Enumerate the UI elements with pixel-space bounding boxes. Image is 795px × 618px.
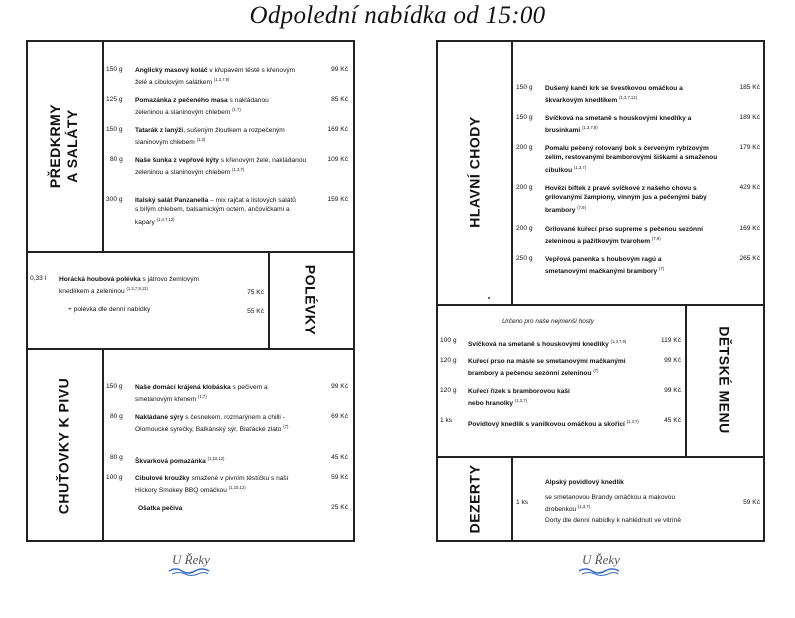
item-price: 189 Kč xyxy=(739,114,760,121)
item-price: 169 Kč xyxy=(739,225,760,232)
item-description: Pomalu pečený rolovaný bok s červeným rybízovým zelím, restovanými bramborovými šiškami a smaženou cibulkou $^{(1,3,7)}$ xyxy=(545,145,718,174)
item-weight: 150 g xyxy=(106,66,123,73)
item-price: 429 Kč xyxy=(739,184,760,191)
item-price: 179 Kč xyxy=(739,144,760,151)
item-description: Cibulové kroužky smažené v pivním těstíčku s naší Hickory Smokey BBQ omáčkou $^{(1,10,12)}$ xyxy=(135,475,289,495)
item-weight: 150 g xyxy=(516,114,533,121)
item-description: Grilované kuřecí prso supreme s pečenou sezónní zeleninou a pažitkovým tvarohem $^{(7,9)}$ xyxy=(545,226,703,246)
soup-extra: + polévka dle denní nabídky xyxy=(68,306,151,313)
item-price: 99 Kč xyxy=(331,383,348,390)
item-price: 185 Kč xyxy=(739,84,760,91)
item-weight: 80 g xyxy=(110,454,123,461)
item-description: Naše šunka z vepřové kýty s křenovým želé, nakládanou zeleninou a slaninovým chlebem $^{(1,3,7)}$ xyxy=(135,157,307,177)
restaurant-logo: U Řeky xyxy=(172,552,210,567)
item-weight: 80 g xyxy=(110,156,123,163)
item-weight: 200 g xyxy=(516,144,533,151)
polevky-top-divider xyxy=(26,251,355,253)
polevky-label: POLÉVKY xyxy=(302,264,319,336)
item-description: Kuřecí prso na másle se smetanovými mačkanými brambory a pečenou sezónní zeleninou $^{(7)}$ xyxy=(468,358,626,378)
item-weight: 150 g xyxy=(106,383,123,390)
chutovky-top-divider xyxy=(26,348,355,350)
item-price: 45 Kč xyxy=(664,417,681,424)
item-price: 109 Kč xyxy=(327,156,348,163)
item-description: Dušený kančí krk se švestkovou omáčkou a škvarkovým knedlíkem $^{(1,3,7,12)}$ xyxy=(545,85,683,105)
chutovky-label: CHUŤOVKY K PIVU xyxy=(55,377,72,515)
item-description: Ošatka pečiva xyxy=(138,505,183,512)
dezerty-label: DEZERTY xyxy=(466,464,483,534)
hlavni-divider xyxy=(511,40,513,305)
item-price: 159 Kč xyxy=(327,196,348,203)
item-price: 25 Kč xyxy=(331,504,348,511)
item-description: Svíčková na smetaně s houskovými knedlíky a brusinkami $^{(1,3,7,9)}$ xyxy=(545,115,692,135)
item-price: 169 Kč xyxy=(327,126,348,133)
detske-note: Určeno pro naše nejmenší hosty xyxy=(502,318,595,325)
item-description: Povidlový knedlík s vanilkovou omáčkou a skořicí $^{(1,3,7)}$ xyxy=(468,419,639,428)
item-description: Svíčková na smetaně s houskovými knedlíky $^{(1,3,7,9)}$ xyxy=(468,339,627,348)
dessert-price: 59 Kč xyxy=(743,499,760,506)
item-weight: 125 g xyxy=(106,96,123,103)
item-price: 45 Kč xyxy=(331,454,348,461)
page-title: Odpolední nabídka od 15:00 xyxy=(249,2,546,29)
detske-top-divider xyxy=(436,304,765,306)
item-weight: 200 g xyxy=(516,184,533,191)
item-weight: 300 g xyxy=(106,196,123,203)
decorative-dot xyxy=(488,297,490,299)
dezerty-divider xyxy=(511,456,513,542)
item-weight: 120 g xyxy=(440,357,457,364)
dessert-weight: 1 ks xyxy=(516,499,529,506)
item-description: Tatarák z lanýži, sušeným žloutkem a rozpečeným slaninovým chlebem $^{(1,3)}$ xyxy=(135,127,285,147)
item-weight: 80 g xyxy=(110,413,123,420)
soup-price: 75 Kč xyxy=(247,289,264,296)
dessert-description: se smetanovou Brandy omáčkou a makovou drobenkou $^{(1,3,7)}$ xyxy=(545,494,676,514)
item-weight: 150 g xyxy=(516,84,533,91)
item-weight: 250 g xyxy=(516,255,533,262)
restaurant-logo: U Řeky xyxy=(582,552,620,567)
soup-description: Horácká houbová polévka s játrovo žemlovým knedlíkem a zeleninou $^{(1,3,7,9,12)}$ xyxy=(59,276,199,296)
item-price: 119 Kč xyxy=(660,337,681,344)
item-weight: 100 g xyxy=(440,337,457,344)
item-description: Kuřecí řízek s bramborovou kaší nebo hranolky $^{(1,3,7)}$ xyxy=(468,388,570,408)
chutovky-divider xyxy=(102,348,104,542)
predkrmy-label: PŘEDKRMY A SALÁTY xyxy=(47,103,80,189)
item-weight: 100 g xyxy=(106,474,123,481)
item-description: Naše domácí krájená klobáska s pečivem a smetanovým křenem $^{(1,7)}$ xyxy=(135,384,268,404)
dezerty-top-divider xyxy=(436,456,765,458)
item-price: 59 Kč xyxy=(331,474,348,481)
item-description: Hovězí biftek z pravé svíčkové z našeho chovu s grilovanými žampiony, vinným jus a pečenými baby brambory $^{(7,9)}$ xyxy=(545,185,707,214)
item-description: Italský salát Panzanella – mix rajčat a listových salátů s bílým chlebem, balsamickým octem, ančovičkami a kapary $^{(1,4,7,12)}$ xyxy=(135,197,296,226)
item-weight: 1 ks xyxy=(440,417,453,424)
item-price: 85 Kč xyxy=(331,96,348,103)
item-weight: 200 g xyxy=(516,225,533,232)
item-price: 99 Kč xyxy=(664,387,681,394)
wave-icon xyxy=(168,566,210,576)
polevky-divider xyxy=(268,251,270,349)
item-description: Pomazánka z pečeného masa s nakládanou zeleninou a slaninovým chlebem $^{(1,7)}$ xyxy=(135,97,269,117)
item-price: 69 Kč xyxy=(331,413,348,420)
item-description: Nakládané sýry s česnekem, rozmarýnem a chilli - Olomoucké syrečky, Balkánský sýr, Blaťácké zlato $^{(7)}$ xyxy=(135,414,289,434)
soup-volume: 0,33 l xyxy=(30,275,47,282)
detske-divider xyxy=(685,304,687,457)
item-description: Vepřová panenka s houbovým ragú a smetanovými mačkanými brambory $^{(7)}$ xyxy=(545,256,665,276)
item-description: Škvarková pomazánka $^{(1,10,12)}$ xyxy=(135,456,225,465)
item-price: 99 Kč xyxy=(331,66,348,73)
soup-extra-price: 55 Kč xyxy=(247,308,264,315)
detske-label: DĚTSKÉ MENU xyxy=(716,326,733,434)
dessert-extra: Dorty dle denní nabídky k nahlédnutí ve vitríně xyxy=(545,517,681,524)
dessert-name: Alpský povidlový knedlík xyxy=(545,479,624,486)
wave-icon xyxy=(578,566,620,576)
item-weight: 120 g xyxy=(440,387,457,394)
item-price: 99 Kč xyxy=(664,357,681,364)
hlavni-label: HLAVNÍ CHODY xyxy=(466,116,483,228)
item-weight: 150 g xyxy=(106,126,123,133)
item-description: Anglický masový koláč v křupavém těstě s křenovým želé a cibulovým salátkem $^{(1,3,7,9)}$ xyxy=(135,67,296,87)
predkrmy-divider xyxy=(102,40,104,252)
item-price: 265 Kč xyxy=(739,255,760,262)
